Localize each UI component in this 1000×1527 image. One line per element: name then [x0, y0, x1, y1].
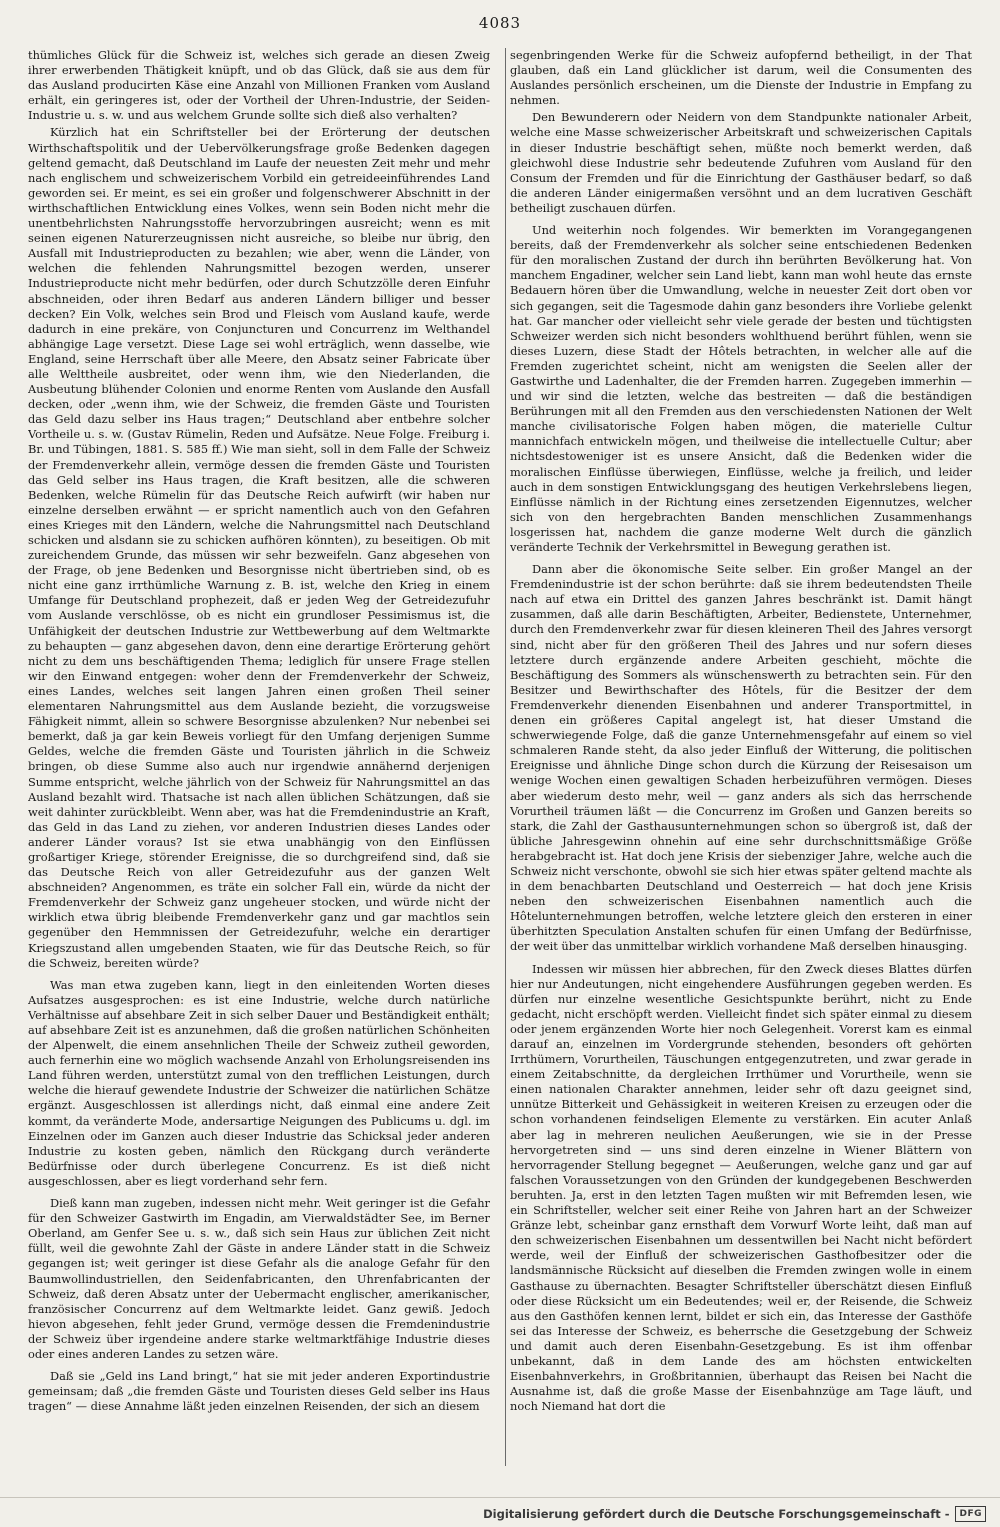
right-column-paragraph: Dann aber die ökonomische Seite selber. Ein großer Mangel an der Fremdenindustrie ist der schon berührte: daß sie ihrem bedeutendsten Theile nach auf etwa ein Drittel des ganzen Jahres beschränkt ist. Damit hängt zusammen, daß alle darin Beschäftigten, Arbeiter, Bedienstete, Unternehmer, durch den Fremdenverkehr zwar für diesen kleineren Theil des Jahres versorgt sind, nicht aber für den größeren Theil des Jahres und nur sofern dieses letztere durch ergänzende andere Arbeiten geschieht, möchte die Beschäftigung des Sommers als wünschenswerth zu betrachten sein. Für den Besitzer und Bewirthschafter des Hôtels, für die Besitzer der dem Fremdenverkehr dienenden Eisenbahnen und anderer Transportmittel, in denen ein größeres Capital angelegt ist, hat dieser Umstand die schwerwiegende Folge, daß die ganze Unternehmensgefahr auf einem so viel schmaleren Rande steht, da also jeder Einfluß der Witterung, die politischen Ereignisse und ähnliche Dinge schon durch die Kürzung der Reisesaison um wenige Wochen einen gewaltigen Schaden herbeizuführen vermögen. Dieses aber wiederum desto mehr, weil — ganz anders als sich das herrschende Vorurtheil träumen läßt — die Concurrenz im Großen und Ganzen bereits so stark, die Zahl der Gasthausunternehmungen schon so übergroß ist, daß der übliche Jahresgewinn ohnehin auf eine sehr durchschnittsmäßige Größe herabgebracht ist. Hat doch jene Krisis der siebenziger Jahre, welche auch die Schweiz nicht verschonte, obwohl sie sich hier etwas später geltend machte als in dem benachbarten Deutschland und Oesterreich — hat doch jene Krisis neben den schweizerischen Eisenbahnen namentlich auch die Hôtelunternehmungen betroffen, welche letztere gleich den ersteren in einer überhitzten Speculation Anstalten schufen für einen Umfang der Bedürfnisse, der weit über das unmittelbar wirklich vorhandene Maß derselben hinausging. — [510, 562, 972, 954]
footer-text: Digitalisierung gefördert durch die Deutsche Forschungsgemeinschaft - — [483, 1507, 950, 1521]
right-column-paragraph: Den Bewunderern oder Neidern von dem Standpunkte nationaler Arbeit, welche eine Masse schweizerischer Arbeitskraft und schweizerischen Capitals in dieser Industrie beschäftigt sehen, müßte noch bemerkt werden, daß gleichwohl diese Industrie sehr bedeutende Zufuhren vom Ausland für den Consum der Fremden und für die Einrichtung der Gasthäuser bedarf, so daß die anderen Länder einigermaßen versöhnt und an dem lucrativen Geschäft betheiligt zuschauen dürfen. — [510, 110, 972, 215]
right-column — [510, 48, 972, 1466]
left-column — [28, 48, 490, 1466]
column-divider — [505, 48, 506, 1466]
left-column-paragraph: thümliches Glück für die Schweiz ist, welches sich gerade an diesen Zweig ihrer erwerbenden Thätigkeit knüpft, und ob das Glück, daß sie aus dem für das Ausland producirten Käse eine Anzahl von Millionen Franken vom Ausland erhält, ein geringeres ist, oder der Vortheil der Uhren-Industrie, der Seiden-Industrie u. s. w. und aus welchem Grunde sollte sich dieß also verhalten? — [28, 48, 490, 123]
footer — [483, 1506, 986, 1522]
footer-divider — [0, 1497, 1000, 1498]
left-column-paragraph: Daß sie „Geld ins Land bringt,“ hat sie mit jeder anderen Exportindustrie gemeinsam; daß „die fremden Gäste und Touristen dieses Geld selber ins Haus tragen“ — diese Annahme läßt jeden einzelnen Reisenden, der sich an diesem — [28, 1369, 490, 1414]
left-column-paragraph: Kürzlich hat ein Schriftsteller bei der Erörterung der deutschen Wirthschaftspolitik und der Uebervölkerungsfrage große Bedenken dagegen geltend gemacht, daß Deutschland im Laufe der neuesten Zeit mehr und mehr nach englischem und schweizerischem Vorbild ein getreideeinführendes Land geworden sei. Er meint, es sei ein großer und folgenschwerer Abschnitt in der wirthschaftlichen Entwicklung eines Volkes, wenn sein Boden nicht mehr die unentbehrlichsten Nahrungsstoffe hervorzubringen ausreicht; wenn es mit seinen eigenen Naturerzeugnissen nicht ausreiche, so bleibe nur übrig, den Ausfall mit Industrieproducten zu bezahlen; wie aber, wenn die Länder, von welchen die fehlenden Nahrungsmittel bezogen werden, unserer Industrieproducte nicht mehr bedürfen, oder durch Schutzzölle deren Einfuhr abschneiden, oder ihren Bedarf aus anderen Ländern billiger und besser decken? Ein Volk, welches sein Brod und Fleisch vom Ausland kaufe, werde dadurch in eine prekäre, von Conjuncturen und Concurrenz im Welthandel abhängige Lage versetzt. Diese Lage sei wohl erträglich, wenn dasselbe, wie England, seine Herrschaft über alle Meere, den Absatz seiner Fabricate über alle Welttheile ausbreitet, oder wenn ihm, wie den Niederlanden, die Ausbeutung blühender Colonien und enorme Renten vom Auslande den Ausfall decken, oder „wenn ihm, wie der Schweiz, die fremden Gäste und Touristen das Geld dazu selber ins Haus tragen;“ Deutschland aber entbehre solcher Vortheile u. s. w. (Gustav Rümelin, Reden und Aufsätze. Neue Folge. Freiburg i. Br. und Tübingen, 1881. S. 585 ff.) Wie man sieht, soll in dem Falle der Schweiz der Fremdenverkehr allein, vermöge dessen die fremden Gäste und Touristen das Geld selber ins Haus tragen, die Kraft besitzen, alle die schweren Bedenken, welche Rümelin für das Deutsche Reich aufwirft (wir haben nur einzelne derselben erwähnt — er spricht namentlich auch von den Gefahren eines Krieges mit den Ländern, welche die Nahrungsmittel nach Deutschland schicken und alsdann sie zu schicken aufhören könnten), zu beseitigen. Ob mit zureichendem Grunde, das müssen wir sehr bezweifeln. Ganz abgesehen von der Frage, ob jene Bedenken und Besorgnisse nicht übertrieben sind, ob es nicht eine ganz irrthümliche Warnung z. B. ist, welche den Krieg in einem Umfange für Deutschland prophezeit, daß er jeden Weg der Getreidezufuhr vom Auslande verschlösse, ob es nicht ein grundloser Pessimismus ist, die Unfähigkeit der deutschen Industrie zur Wettbewerbung auf dem Weltmarkte zu behaupten — ganz abgesehen davon, denn eine derartige Erörterung gehört nicht zu dem uns beschäftigenden Thema; lediglich für unsere Frage stellen wir den Einwand entgegen: woher denn der Fremdenverkehr der Schweiz, eines Landes, welches seit langen Jahren einen großen Theil seiner elementaren Nahrungsmittel aus dem Auslande bezieht, die vorzugsweise Fähigkeit nimmt, allein so schwere Besorgnisse abzulenken? Nur nebenbei sei bemerkt, daß ja gar kein Beweis vorliegt für den Umfang derjenigen Summe Geldes, welche die fremden Gäste und Touristen jährlich in die Schweiz bringen, ob diese Summe also auch nur irgendwie annähernd derjenigen Summe entspricht, welche jährlich von der Schweiz für Nahrungsmittel an das Ausland bezahlt wird. Thatsache ist nach allen üblichen Schätzungen, daß sie weit dahinter zurückbleibt. Wenn aber, was hat die Fremdenindustrie an Kraft, das Geld in das Land zu ziehen, vor anderen Industrien dieses Landes oder anderer Länder voraus? Ist sie etwa unabhängig von den Einflüssen großartiger Kriege, störender Ereignisse, die so durchgreifend sind, daß sie das Deutsche Reich von aller Getreidezufuhr aus der ganzen Welt abschneiden? Angenommen, es träte ein solcher Fall ein, würde da nicht der Fremdenverkehr der Schweiz ganz ungeheuer stocken, und würde nicht der wirklich etwa übrig bleibende Fremdenverkehr ganz und gar machtlos sein gegenüber den Hemmnissen der Getreidezufuhr, welche ein derartiger Kriegszustand allen umgebenden Staaten, wie für das Deutsche Reich, so für die Schweiz, bereiten würde? — [28, 125, 490, 970]
dfg-logo: DFG — [955, 1506, 986, 1522]
right-column-paragraph: Indessen wir müssen hier abbrechen, für den Zweck dieses Blattes dürfen hier nur Andeutungen, nicht eingehendere Ausführungen gegeben werden. Es dürfen nur einzelne wesentliche Gesichtspunkte berührt, nicht zu Ende gedacht, nicht erschöpft werden. Vielleicht findet sich später einmal zu diesem oder jenem ergänzenden Worte hier noch Gelegenheit. Vorerst kam es einmal darauf an, einzelnen im Vordergrunde stehenden, besonders oft gehörten Irrthümern, Vorurtheilen, Täuschungen entgegenzutreten, und zwar gerade in einem Zeitabschnitte, da dergleichen Irrthümer und Vorurtheile, wenn sie einen nationalen Charakter annehmen, leider sehr oft dazu geeignet sind, unnütze Bitterkeit und Gehässigkeit in weiteren Kreisen zu erzeugen oder die schon vorhandenen feindseligen Elemente zu verstärken. Ein acuter Anlaß aber lag in mehreren neulichen Aeußerungen, wie sie in der Presse hervorgetreten sind — uns sind deren einzelne in Wiener Blättern von hervorragender Stellung begegnet — Aeußerungen, welche ganz und gar auf falschen Voraussetzungen von den Gründen der kundgegebenen Beschwerden beruhten. Ja, erst in den letzten Tagen mußten wir mit Befremden lesen, wie ein Schriftsteller, welcher seit einer Reihe von Jahren hart an der Schweizer Gränze lebt, scheinbar ganz ernsthaft dem Vorwurf Worte leiht, daß man auf den schweizerischen Eisenbahnen um dessentwillen bei Nacht nicht befördert werde, weil der Einfluß der schweizerischen Gasthofbesitzer oder die landsmännische Rücksicht auf dieselben die Fremden zwingen wolle in einem Gasthause zu übernachten. Besagter Schriftsteller überschätzt diesen Einfluß oder diese Rücksicht um ein Bedeutendes; weil er, der Reisende, die Schweiz aus den Gasthöfen kennen lernt, bildet er sich ein, das Interesse der Gasthöfe sei das Interesse der Schweiz, es beherrsche die Gesetzgebung der Schweiz und damit auch deren Eisenbahn-Gesetzgebung. Es ist ihm offenbar unbekannt, daß in dem Lande des am höchsten entwickelten Eisenbahnverkehrs, in Großbritannien, überhaupt das Reisen bei Nacht die Ausnahme ist, daß die große Masse der Eisenbahnzüge am Tage läuft, und noch Niemand hat dort die — [510, 961, 972, 1414]
page-number: 4083 — [478, 14, 522, 32]
article-body — [28, 48, 972, 1466]
right-column-paragraph: segenbringenden Werke für die Schweiz aufopfernd betheiligt, in der That glauben, daß ein Land glücklicher ist darum, weil die Consumenten des Auslandes persönlich erscheinen, um die Dienste der Industrie in Empfang zu nehmen. — [510, 48, 972, 108]
left-column-paragraph: Was man etwa zugeben kann, liegt in den einleitenden Worten dieses Aufsatzes ausgesprochen: es ist eine Industrie, welche durch natürliche Verhältnisse auf absehbare Zeit in sich selber Dauer und Beständigkeit enthält; auf absehbare Zeit ist es anzunehmen, daß die großen natürlichen Schönheiten der Alpenwelt, die einem ansehnlichen Theile der Schweiz zutheil geworden, auch fernerhin eine wo möglich wachsende Anzahl von Erholungsreisenden ins Land führen werden, unterstützt zumal von den trefflichen Leistungen, durch welche die hierauf gewendete Industrie der Schweizer die natürlichen Schätze ergänzt. Ausgeschlossen ist allerdings nicht, daß einmal eine andere Zeit kommt, da veränderte Mode, andersartige Neigungen des Publicums u. dgl. im Einzelnen oder im Ganzen auch dieser Industrie das Schicksal jeder anderen Industrie zu kosten geben, nämlich den Rückgang durch veränderte Bedürfnisse oder durch überlegene Concurrenz. Es ist dieß nicht ausgeschlossen, aber es liegt vorderhand sehr fern. — [28, 977, 490, 1188]
left-column-paragraph: Dieß kann man zugeben, indessen nicht mehr. Weit geringer ist die Gefahr für den Schweizer Gastwirth im Engadin, am Vierwaldstädter See, im Berner Oberland, am Genfer See u. s. w., daß sich sein Haus zur üblichen Zeit nicht füllt, weil die gewohnte Zahl der Gäste in andere Länder statt in die Schweiz gegangen ist; weit geringer ist diese Gefahr als die analoge Gefahr für den Baumwollindustriellen, den Seidenfabricanten, den Uhrenfabricanten der Schweiz, daß deren Absatz unter der Uebermacht englischer, amerikanischer, französischer Concurrenz auf dem Weltmarkte leidet. Ganz gewiß. Jedoch hievon abgesehen, fehlt jeder Grund, vermöge dessen die Fremdenindustrie der Schweiz über irgendeine andere starke weltmarktfähige Industrie dieses oder eines anderen Landes zu setzen wäre. — [28, 1196, 490, 1361]
right-column-paragraph: Und weiterhin noch folgendes. Wir bemerkten im Vorangegangenen bereits, daß der Fremdenverkehr als solcher seine entschiedenen Bedenken für den moralischen Zustand der durch ihn berührten Bevölkerung hat. Von manchem Engadiner, welcher sein Land liebt, kann man wohl heute das ernste Bedauern hören über die Umwandlung, welche in neuester Zeit dort oben vor sich gegangen, seit die Tagesmode dahin ganz besonders ihre Vorliebe gelenkt hat. Gar mancher oder vielleicht sehr viele gerade der besten und tüchtigsten Schweizer werden sich nicht besonders wohlthuend berührt fühlen, wenn sie dieses Luzern, diese Stadt der Hôtels betrachten, in welcher alle auf die Fremden zugerichtet scheint, nicht am wenigsten die Seelen aller der Gastwirthe und Ladenhalter, die der Fremden harren. Zugegeben immerhin — und wir sind die letzten, welche das bestreiten — daß die beständigen Berührungen mit all den Fremden aus den verschiedensten Nationen der Welt manche civilisatorische Folgen haben mögen, die materielle Cultur mannichfach entwickeln mögen, und theilweise die intellectuelle Cultur; aber nichtsdestoweniger ist es unsere Ansicht, daß die Bedenken wider die moralischen Einflüsse überwiegen, Einflüsse, welche ja freilich, und leider auch in dem sonstigen Entwicklungsgang des heutigen Verkehrslebens liegen, Einflüsse nämlich in der Richtung eines zersetzenden Eigennutzes, welcher sich von den hergebrachten Banden menschlichen Zusammenhangs losgerissen hat, nachdem die ganze moderne Welt durch die gänzlich veränderte Technik der Verkehrsmittel in Bewegung gerathen ist. — [510, 223, 972, 554]
